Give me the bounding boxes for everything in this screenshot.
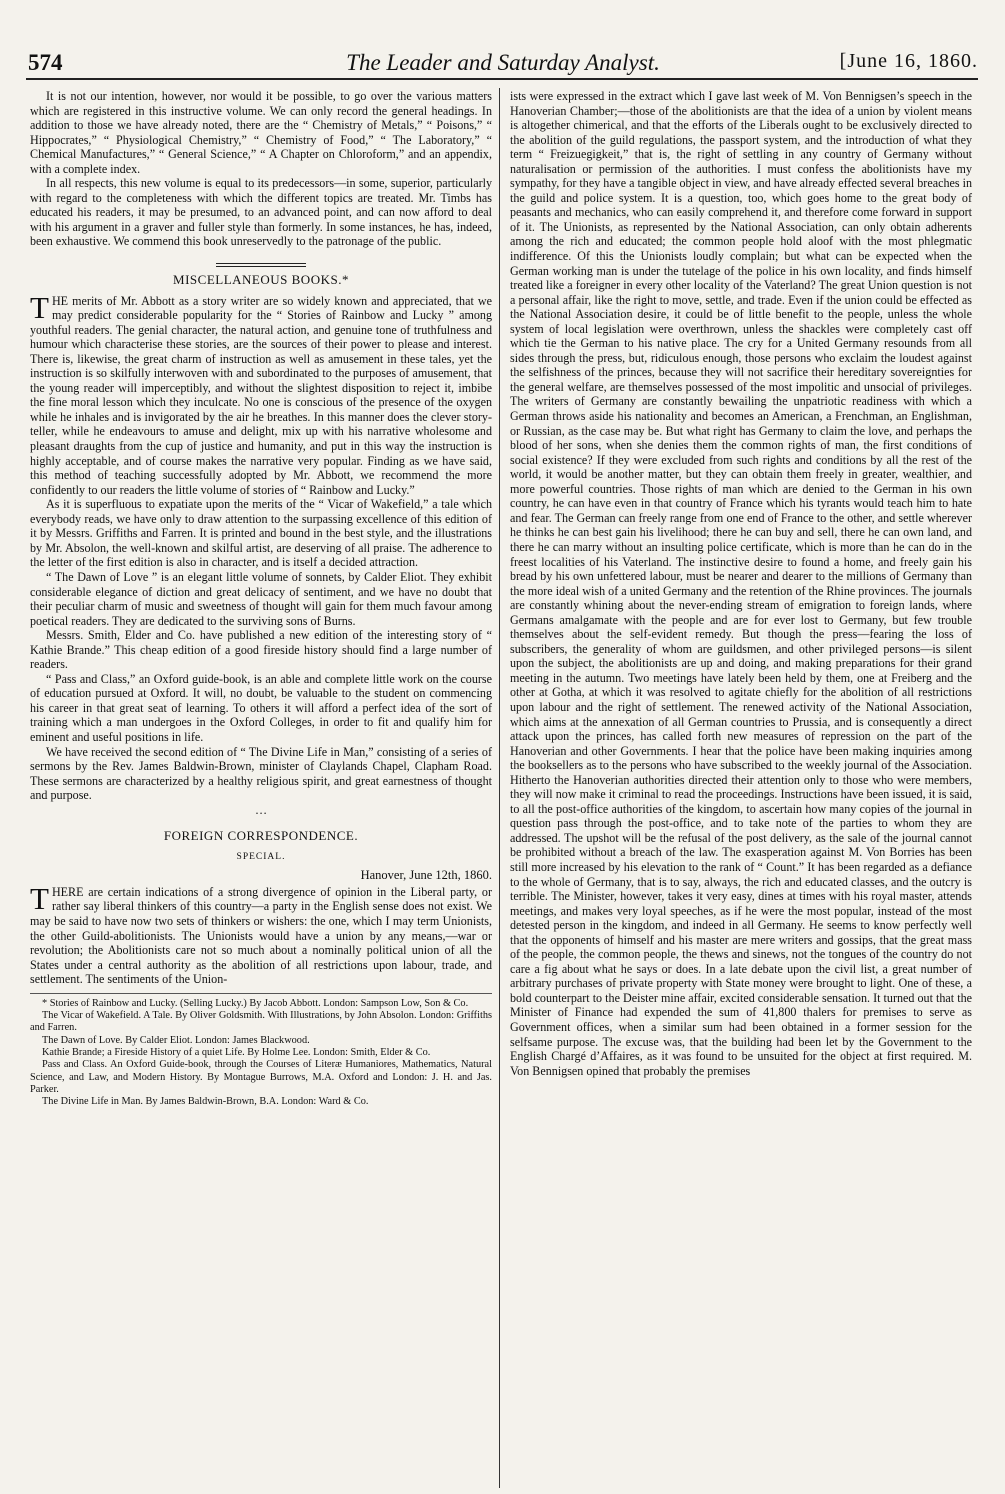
- page-number: 574: [28, 50, 63, 75]
- misc-paragraph: Messrs. Smith, Elder and Co. have published a new edition of the interesting story of “ Kathie Brande.” This cheap edition of a good fireside history should find a large number of readers.: [30, 628, 492, 672]
- misc-paragraph: “ Pass and Class,” an Oxford guide-book, is an able and complete little work on the course of education pursued at Oxford. It will, no doubt, be valuable to the student on commencing his career in that great seat of learning. To others it will afford a perfect idea of the sort of training which a man undergoes in the Oxford Colleges, in order to fit and qualify him for eminent and useful positions in life.: [30, 671, 492, 744]
- footnote: The Divine Life in Man. By James Baldwin-Brown, B.A. London: Ward & Co.: [42, 1096, 369, 1108]
- foreign-subheading: SPECIAL.: [236, 851, 286, 862]
- intro-paragraph: In all respects, this new volume is equal to its predecessors—in some, superior, particularly with regard to the completeness with which the different topics are treated. Mr. Timbs has educated his readers, it may be presumed, to an advanced point, and can now afford to deal with his argument in a graver and fuller style than formerly. In some instances, he has, indeed, been exhaustive. We commend this book unreservedly to the patronage of the public.: [30, 176, 492, 249]
- publication-title: The Leader and Saturday Analyst.: [346, 50, 660, 75]
- footnote-rule: [30, 993, 492, 994]
- intro-paragraph: It is not our intention, however, nor would it be possible, to go over the various matters which are registered in this instructive volume. We can only record the general headings. In addition to those we have already noted, there are the “ Chemistry of Metals,” “ Poisons,” “ Hippocrates,” “ Physiological Chemistry,” “ Chemistry of Food,” “ The Laboratory,” “ Chemical Manufactures,” “ General Science,” “ A Chapter on Chloroform,” and an appendix, with a complete index.: [30, 89, 492, 176]
- footnote: The Dawn of Love. By Calder Eliot. London: James Blackwood.: [42, 1034, 310, 1046]
- misc-paragraph: As it is superfluous to expatiate upon the merits of the “ Vicar of Wakefield,” a tale which everybody reads, we have only to draw attention to the surpassing excellence of this edition of it by Messrs. Griffiths and Farren. It is printed and bound in the best style, and the illustrations by Mr. Absolon, the well-known and skilful artist, are deserving of all praise. The adherence to the letter of the first edition is also in character, and is itself a decided attraction.: [30, 497, 492, 570]
- foreign-heading: FOREIGN CORRESPONDENCE.: [163, 828, 359, 844]
- right-column: [510, 89, 972, 1078]
- footnote: Pass and Class. An Oxford Guide-book, through the Courses of Literæ Humaniores, Mathematics, Natural Science, and Law, and Modern History. By Montague Burrows, M.A. Oxford and London: J. H. and Jas. Parker.: [30, 1059, 492, 1095]
- foreign-first-text: HERE are certain indications of a strong divergence of opinion in the Liberal party, or rather say liberal thinkers of this country—a party in the English sense does not exist. We may be said to have now two sets of thinkers or wishers: the one, which I may term Unionists, the other Guild-abolitionists. The Unionists would have a union by any means,—war or revolution; the Abolitionists care not so much about a nominally political union of all the States under a central authority as the abolition of all restrictions upon labour, trade, and settlement. The sentiments of the Union-: [30, 884, 492, 987]
- misc-books-heading: MISCELLANEOUS BOOKS.*: [173, 272, 349, 288]
- drop-cap: T: [30, 880, 49, 916]
- header-rule: [26, 78, 978, 80]
- footnote: * Stories of Rainbow and Lucky. (Selling Lucky.) By Jacob Abbott. London: Sampson Low, Son & Co.: [42, 997, 469, 1009]
- misc-first-paragraph: [30, 289, 492, 498]
- page-header: [28, 50, 978, 74]
- correspondence-paragraph: ists were expressed in the extract which I gave last week of M. Von Bennigsen’s speech in the Hanoverian Chamber;—those of the abolitionists are that the idea of a union by violent means is altogether chimerical, and that the efforts of the Liberals ought to be exclusively directed to the abolition of the guild regulations, the passport system, and the introduction of what they term “ Freizuegigkeit,” that is, the right of settling in any country of Germany without naturalisation or permission of the authorities. I must confess the abolitionists have my sympathy, for they have a tangible object in view, and have already effected several breaches in the guild and police system. It is a question, too, which goes home to the great body of peasants and mechanics, who can easily comprehend it, and therefore come forward in support of it. The Unionists, as represented by the National Association, can only obtain adherents among the rich and educated; the common people hold aloof with the most phlegmatic indifference. Of this the Unionists loudly complain; but what can be expected when the German working man is under the tutelage of the police in his own locality, and finds himself treated like a foreigner in every other locality of the Vaterland? The great Union question is not a personal affair, like the right to move, settle, and trade. Even if the union could be effected as the National Association desire, it could be of little benefit to the people, unless the whole system of local legislation were overthrown, unless the shackles were completely cast off which tie the German to his native place. The cry for a United Germany resounds from all sides through the press, but, ridiculous enough, those persons who exclaim the loudest against the selfishness of the princes, because they will not sacrifice their hereditary sovereignties for the general welfare, are themselves possessed of the most impolitic and unsocial of privileges. The writers of Germany are constantly bewailing the unpatriotic readiness with which a German throws aside his nationality and becomes an American, a Frenchman, an Englishman, or Russian, as the case may be. But what right has Germany to claim the love, and perhaps the blood of her sons, when she denies them the common rights of man, the first conditions of social existence? If they were excluded from such rights and conditions by all the rest of the world, it would be another matter, but they can obtain them freely in greater, wealthier, and more powerful countries. Those rights of man which are denied to the German in his own country, he can have even in that country of France which his tyrants would teach him to hate and fear. The German can freely range from one end of France to the other, and settle wherever he thinks he can best gain his livelihood; there he can buy and sell, there he can own land, and there he can marry without an insulting police certificate, which is more than he can do in the freest localities of his Vaterland. The instinctive desire to found a home, and freely gain his bread by his own unfettered labour, must be nearer and dearer to the millions of Germany than the more ideal wish of a united Germany and the retention of the Rhine provinces. The journals are constantly whining about the never-ending stream of emigration to foreign lands, where Germans amalgamate with the people and are for ever lost to Germany, but few trouble themselves about the self-evident remedy. But though the press—fearing the loss of subscribers, the generality of whom are guildsmen, and other privileged persons—is silent upon the subject, the abolitionists are up and doing, and making preparations for their grand meeting in the autumn. Two meetings have lately been held by them, one at Freiberg and the other at Gotha, at which it was resolved to agitate chiefly for the abolition of all restrictions upon labour and the right of settlement. The renewed activity of the National Association, which aims at the annexation of all German countries to Prussia, and is consequently a direct attack upon the princes, has called forth new measures of repression on the part of the Hanoverian and other Governments. I hear that the police have been making inquiries among the booksellers as to the persons who have subscribed to the weekly journal of the Association. Hitherto the Hanoverian authorities directed their attention only to those who were members, they will now make it criminal to read the proceedings. Instructions have been issued, it is said, to all the post-office authorities of the kingdom, to ascertain how many copies of the journal in question pass through the post-office, and to take note of the parties to whom they are addressed. The upshot will be the refusal of the post delivery, as the sale of the journal cannot be prohibited without a breach of the law. The exasperation against M. Von Borries has been still more increased by his elevation to the rank of “ Count.” It has been regarded as a defiance to the whole of Germany, that is to say, always, the rich and educated classes, and the outcry is terrible. The Minister, however, takes it very easy, dines at times with his royal master, attends meetings, and makes very loyal speeches, as if he were the most popular, instead of the most detested person in the kingdom, and indeed in all Germany. He seems to know perfectly well that the opponents of himself and his master are mere writers and gossips, that the great mass of the people, the common people, the thews and sinews, not the tongues of the country do not care a fig about what he says or does. In a late debate upon the civil list, a great number of arbitrary purchases of private property with State money were brought to light. One of these, a bold counterpart to the Deister mine affair, excited considerable sensation. It turned out that the Minister of Finance had expended the sum of 41,800 thalers for premises to serve as Government offices, when a similar sum had been obtained in a former session for the selfsame purpose. The excuse was, that the building had been let by the Government to the English Chargé d’Affaires, as it was found to be unsuited for the object at first required. M. Von Bennigsen opined that probably the premises: [510, 89, 972, 1078]
- misc-paragraph: “ The Dawn of Love ” is an elegant little volume of sonnets, by Calder Eliot. They exhibit considerable elegance of diction and great delicacy of sentiment, and we have no doubt that their peculiar charm of music and sweetness of thought will gain for them much favour among poetical readers. They are dedicated to the surviving sons of Burns.: [30, 569, 492, 628]
- foreign-dateline: Hanover, June 12th, 1860.: [360, 868, 492, 883]
- misc-first-text: HE merits of Mr. Abbott as a story writer are so widely known and appreciated, that we may predict considerable popularity for the “ Stories of Rainbow and Lucky ” among youthful readers. The genial character, the natural action, and genuine tone of truthfulness and humour which characterise these stories, are the sources of their power to please and interest. There is, likewise, the great charm of instruction as well as amusement in these tales, yet the instruction is so skilfully interwoven with and subordinated to the purposes of amusement, that the young reader will imperceptibly, and without the slightest disposition to reject it, imbibe the fine moral lesson which they inculcate. No one is conscious of the presence of the oxygen while he inhales and is invigorated by the air he breathes. In this manner does the clever story-teller, while he endeavours to amuse and delight, mix up with his narrative wholesome and pleasant draughts from the cup of justice and humanity, and put in this way the instruction is highly acceptable, and of course makes the narrative very popular. Finding as we have said, this method of teaching successfully adopted by Mr. Abbott, we recommend the more confidently to our readers the little volume of stories of “ Rainbow and Lucky.”: [30, 293, 492, 497]
- column-rule: [499, 88, 500, 1488]
- footnotes: [30, 998, 492, 1109]
- issue-date: [June 16, 1860.: [839, 50, 978, 72]
- footnote: Kathie Brande; a Fireside History of a quiet Life. By Holme Lee. London: Smith, Elder & Co.: [42, 1046, 431, 1058]
- misc-paragraph: We have received the second edition of “ The Divine Life in Man,” consisting of a series of sermons by the Rev. James Baldwin-Brown, minister of Claylands Chapel, Clapham Road. These sermons are characterized by a healthy religious spirit, and great earnestness of thought and purpose.: [30, 744, 492, 803]
- section-divider: [216, 263, 306, 267]
- footnote: The Vicar of Wakefield. A Tale. By Oliver Goldsmith. With Illustrations, by John Absolon. London: Griffiths and Farren.: [30, 1010, 492, 1034]
- section-end-mark: …: [254, 802, 268, 817]
- foreign-first-paragraph: [30, 880, 492, 987]
- drop-cap: T: [30, 289, 49, 325]
- left-column: [30, 89, 492, 1108]
